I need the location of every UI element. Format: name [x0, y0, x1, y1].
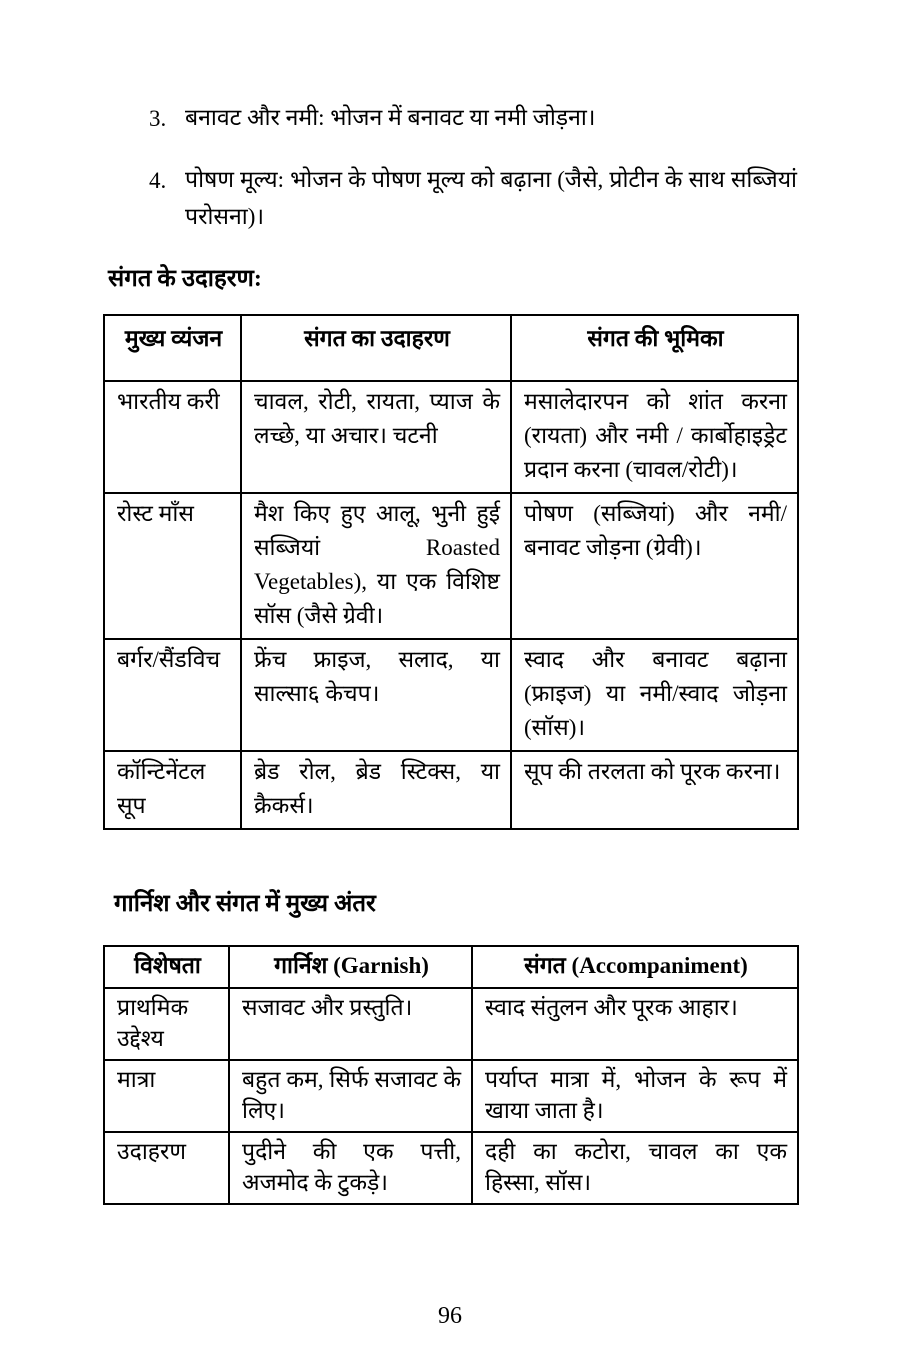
- page-number: 96: [438, 1302, 462, 1329]
- table-row: [104, 493, 798, 639]
- table-row: [104, 751, 798, 829]
- table-header-row: [104, 946, 798, 988]
- table-cell: सूप की तरलता को पूरक करना।: [511, 751, 798, 829]
- table-row: [104, 381, 798, 493]
- table-cell: पर्याप्त मात्रा में, भोजन के रूप में खाया जाता है।: [472, 1060, 798, 1132]
- table-cell: दही का कटोरा, चावल का एक हिस्सा, सॉस।: [472, 1132, 798, 1204]
- list-item-4: [103, 162, 797, 235]
- table-cell: ब्रेड रोल, ब्रेड स्टिक्स, या क्रैकर्स।: [241, 751, 511, 829]
- garnish-vs-accompaniment-table: [103, 945, 799, 1205]
- column-header-accompaniment: संगत (Accompaniment): [472, 946, 798, 988]
- table-cell: भारतीय करी: [104, 381, 241, 493]
- table-cell: मसालेदारपन को शांत करना (रायता) और नमी / कार्बोहाइड्रेट प्रदान करना (चावल/रोटी)।: [511, 381, 798, 493]
- page-content: [103, 0, 797, 1330]
- list-item-number: 3.: [149, 106, 167, 131]
- table-cell: स्वाद और बनावट बढ़ाना (फ्राइज) या नमी/स्वाद जोड़ना (सॉस)।: [511, 639, 798, 751]
- table-row: [104, 1060, 798, 1132]
- table-cell: बहुत कम, सिर्फ सजावट के लिए।: [229, 1060, 472, 1132]
- table-header-row: [104, 315, 798, 381]
- table-cell: सजावट और प्रस्तुति।: [229, 988, 472, 1060]
- table-cell: चावल, रोटी, रायता, प्याज के लच्छे, या अचार। चटनी: [241, 381, 511, 493]
- list-item-3: [103, 100, 797, 136]
- table-cell: फ्रेंच फ्राइज, सलाद, या साल्सा६ केचप।: [241, 639, 511, 751]
- section-heading-examples: संगत के उदाहरण:: [108, 265, 262, 292]
- column-header-example: संगत का उदाहरण: [241, 315, 511, 381]
- table-cell: स्वाद संतुलन और पूरक आहार।: [472, 988, 798, 1060]
- table-row: [104, 639, 798, 751]
- column-header-feature: विशेषता: [104, 946, 229, 988]
- table-cell: पुदीने की एक पत्ती, अजमोद के टुकड़े।: [229, 1132, 472, 1204]
- accompaniment-examples-table: [103, 314, 799, 830]
- list-item-text: बनावट और नमी: भोजन में बनावट या नमी जोड़ना।: [185, 105, 596, 130]
- column-header-garnish: गार्निश (Garnish): [229, 946, 472, 988]
- table-cell: उदाहरण: [104, 1132, 229, 1204]
- section-heading-difference: गार्निश और संगत में मुख्य अंतर: [114, 890, 376, 917]
- table-row: [104, 988, 798, 1060]
- table-cell: बर्गर/सैंडविच: [104, 639, 241, 751]
- table-cell: मैश किए हुए आलू, भुनी हुई सब्जियां Roasted Vegetables), या एक विशिष्ट सॉस (जैसे ग्रेवी।: [241, 493, 511, 639]
- table-cell: मात्रा: [104, 1060, 229, 1132]
- table-cell: प्राथमिक उद्देश्य: [104, 988, 229, 1060]
- column-header-role: संगत की भूमिका: [511, 315, 798, 381]
- list-item-number: 4.: [149, 168, 167, 194]
- table-cell: कॉन्टिनेंटल सूप: [104, 751, 241, 829]
- table-cell: रोस्ट माँस: [104, 493, 241, 639]
- list-item-text: पोषण मूल्य: भोजन के पोषण मूल्य को बढ़ाना (जैसे, प्रोटीन के साथ सब्जियां परोसना)।: [185, 167, 797, 229]
- table-row: [104, 1132, 798, 1204]
- column-header-main-dish: मुख्य व्यंजन: [104, 315, 241, 381]
- table-cell: पोषण (सब्जियां) और नमी/बनावट जोड़ना (ग्रेवी)।: [511, 493, 798, 639]
